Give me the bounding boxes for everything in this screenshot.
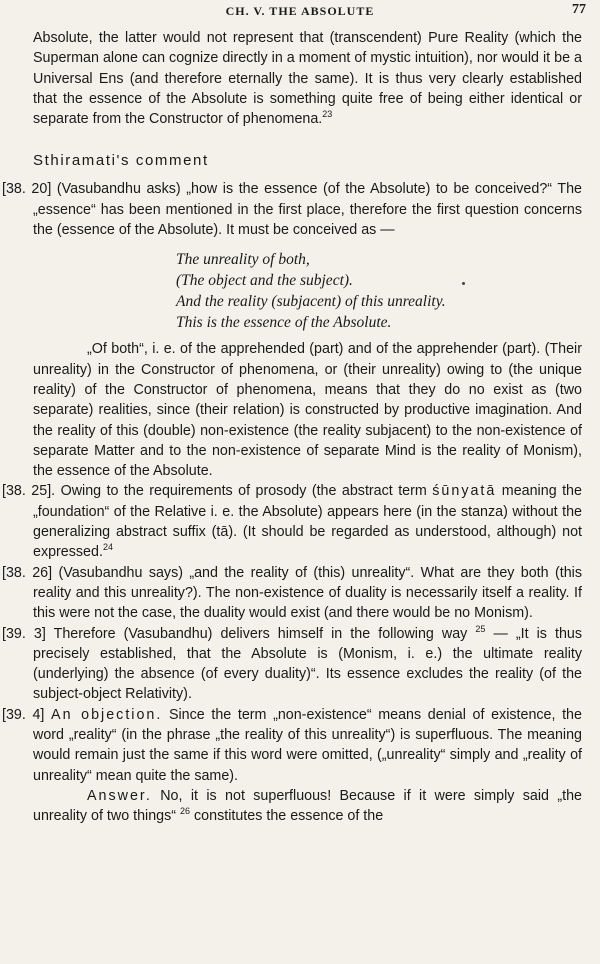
entry-text: meaning the „foundation“ of the Relative i. e. the Absolute) appears here (in the stanza) without the generalizing abstract suffix (tā). (It should be regarded as understood, although) not expressed.	[33, 483, 582, 561]
verse-block	[176, 249, 582, 333]
entry-ref: [38. 25].	[2, 483, 56, 500]
commentary-entries-2	[2, 481, 582, 785]
answer-text: constitutes the essence of the	[194, 808, 384, 825]
entry-text: Owing to the requirements of prosody (the abstract term	[60, 483, 427, 500]
verse-line: The unreality of both,	[176, 251, 310, 269]
entry-text: — „It is thus precisely established, that the Absolute is (Monism, i. e.) the ultimate reality (underlying) the absence (of every duality)“. Its essence excludes the reality (of the subject-object Relativity).	[33, 625, 582, 703]
page-body	[2, 28, 582, 827]
sanskrit-term: śūnyatā	[432, 483, 497, 500]
section-heading: Sthiramati's comment	[33, 152, 209, 170]
entry-text: Since the term „non-existence“ means denial of existence, the word „reality“ (in the phrase „the reality of this unreality“) is superfluous. The meaning would remain just the same if this word were omitted, („unreality“ simply and „reality of unreality“ mean quite the same).	[33, 706, 582, 784]
answer-label: Answer.	[87, 787, 152, 804]
answer-paragraph	[33, 786, 582, 827]
entry-ref: [38. 26]	[2, 564, 53, 581]
verse-line: This is the essence of the Absolute.	[176, 314, 392, 332]
footnote-marker: 24	[102, 542, 113, 553]
entry-ref: [38. 20]	[2, 181, 52, 198]
intro-text: Absolute, the latter would not represent that (transcendent) Pure Reality (which the Superman alone can cognize directly in a moment of mystic intuition), nor would it be a Universal Ens (and therefore eternally the same). It is thus very clearly established that the essence of the Absolute is something quite free of being either identical or separate from the Constructor of phenomena.	[33, 30, 582, 128]
verse-line: And the reality (subjacent) of this unreality.	[176, 293, 446, 311]
page-header	[0, 2, 600, 18]
footnote-marker: 26	[180, 806, 191, 817]
running-title: CH. V. THE ABSOLUTE	[225, 4, 375, 18]
entry-ref: [39. 3]	[2, 625, 46, 642]
footnote-marker: 23	[322, 109, 333, 120]
entry-38-25	[2, 481, 582, 562]
entry-text: (Vasubandhu asks) „how is the essence (of the Absolute) to be conceived?“ The „essence“ has been mentioned in the first place, therefore the first question concerns the (essence of the Absolute). It must be conceived as —	[33, 181, 582, 239]
intro-paragraph	[33, 28, 582, 129]
entry-text: Therefore (Vasubandhu) delivers himself in the following way	[53, 625, 468, 642]
entry-ref: [39. 4]	[2, 706, 45, 723]
entry-39-4	[2, 705, 582, 786]
commentary-entries	[2, 179, 582, 240]
entry-38-20	[2, 179, 582, 240]
entry-39-3	[2, 624, 582, 705]
footnote-marker: 25	[475, 623, 486, 634]
verse-line: (The object and the subject).	[176, 272, 353, 290]
entry-text: (Vasubandhu says) „and the reality of (this) unreality“. What are they both (this reality and this unreality?). The non-existence of duality is necessarily itself a reality. If this were not the case, the duality would exist (and there would be no Monism).	[33, 564, 582, 622]
answer-text: No, it is not superfluous! Because if it were simply said „the unreality of two things“	[33, 787, 582, 825]
page-number: 77	[572, 2, 586, 17]
commentary-paragraph: „Of both“, i. e. of the apprehended (part) and of the apprehender (part). (Their unreality) in the Constructor of phenomena, or (their unreality) owing to (the unique reality) of the Constructor of phenomena, means that they do no exist as (two separate) realities, since (their relation) is constructed by productive imagination. And the reality of this (double) non-existence (the reality subjacent) to the non-existence of separate Matter and to the non-existence of separate Mind is the reality of Monism), the essence of the Absolute.	[33, 341, 582, 480]
objection-label: An objection.	[51, 706, 163, 723]
entry-38-26	[2, 563, 582, 624]
